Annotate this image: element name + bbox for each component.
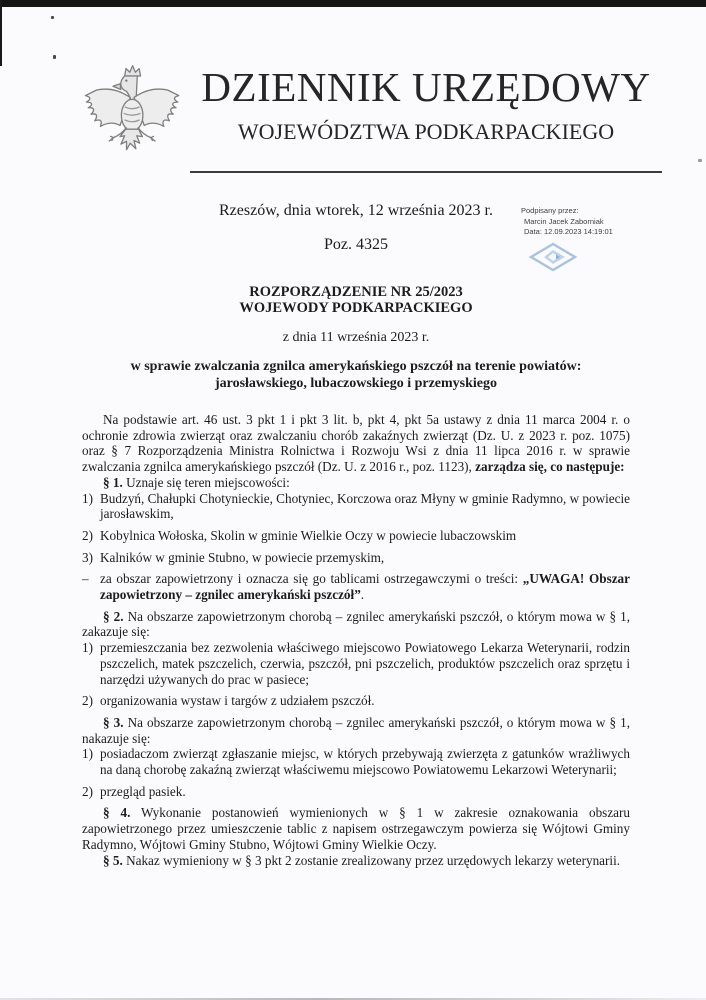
act-date: z dnia 11 września 2023 r.	[282, 330, 430, 345]
preamble	[82, 412, 630, 475]
item-text: przegląd pasiek.	[100, 783, 186, 799]
section-3	[82, 715, 630, 746]
item-number: 1)	[82, 490, 93, 506]
dash-item-text: za obszar zapowietrzony i oznacza się go tablicami ostrzegawczymi o treści:	[100, 571, 523, 587]
list-item	[82, 550, 630, 566]
e-signature-stamp-icon	[529, 242, 577, 272]
section-4	[82, 805, 630, 852]
section-1-marker: § 1.	[103, 474, 123, 490]
signature-block	[521, 206, 681, 272]
list-item	[82, 640, 630, 687]
gazette-subtitle: WOJEWÓDZTWA PODKARPACKIEGO	[237, 119, 615, 144]
item-number: 2)	[82, 527, 93, 543]
act-subject-line1: w sprawie zwalczania zgnilca amerykańskiego pszczół na terenie powiatów:	[130, 359, 582, 374]
section-1	[82, 475, 630, 491]
preamble-text: Na podstawie art. 46 ust. 3 pkt 1 i pkt 3 lit. b, pkt 4, pkt 5a ustawy z dnia 11 marca 2004 r. o ochronie zdrowia zwierząt oraz zwalczaniu chorób zakaźnych zwierząt (Dz. U. z 2023 r. poz. 1075) oraz § 7 Rozporządzenia Ministra Rolnictwa i Rozwoju Wsi z dnia 11 lipca 2016 r. w sprawie zwalczania zgnilca amerykańskiego pszczół (Dz. U. z 2016 r., poz. 1123),	[82, 412, 630, 475]
section-3-marker: § 3.	[103, 714, 124, 730]
item-text: przemieszczania bez zezwolenia właściwego miejscowo Powiatowego Lekarza Weterynarii, rodzin pszczelich, matek pszczelich, czerwia, pszczół, pni pszczelich, produktów pszczelich oraz sprzętu i narzędzi używanych do prac w pasiece;	[100, 640, 630, 687]
act-heading	[82, 284, 630, 392]
scan-speck	[53, 55, 56, 59]
item-text: Kalników w gminie Stubno, w powiecie przemyskim,	[100, 549, 385, 565]
preamble-bold: zarządza się, co następuje:	[475, 459, 625, 475]
list-item	[82, 784, 630, 800]
act-subject	[82, 359, 630, 392]
scan-speck	[51, 16, 54, 19]
dash-item-tail: .	[360, 587, 365, 603]
list-item	[82, 528, 630, 544]
masthead-rule	[190, 171, 662, 173]
item-dash: –	[82, 571, 89, 587]
polish-eagle-emblem-icon	[78, 60, 190, 176]
item-text: posiadaczom zwierząt zgłaszanie miejsc, w których przebywają zwierzęta z gatunków wrażliwych na daną chorobę zakaźną zwierząt właściwemu miejscowo Powiatowemu Lekarzowi Weterynarii;	[100, 746, 630, 778]
act-title-line1: ROZPORZĄDZENIE NR 25/2023	[249, 284, 463, 300]
scan-edge-left	[0, 0, 2, 66]
section-4-text: Wykonanie postanowień wymienionych w § 1 w zakresie oznakowania obszaru zapowietrzonego przez umieszczenie tablic z napisem ostrzegawczym powierza się Wójtowi Gminy Radymno, Wójtowi Gminy Stubno, Wójtowi Gminy Wielkie Oczy.	[82, 805, 631, 852]
act-title-line2: WOJEWODY PODKARPACKIEGO	[239, 300, 473, 316]
dash-item-bold: „UWAGA! Obszar zapowietrzony – zgnilec amerykański pszczół”	[100, 571, 631, 603]
item-number: 2)	[82, 693, 93, 709]
position-number: Poz. 4325	[324, 236, 388, 253]
item-number: 3)	[82, 549, 93, 565]
item-number: 2)	[82, 783, 93, 799]
list-item	[82, 491, 630, 522]
section-1-text: Uznaje się teren miejscowości:	[126, 474, 290, 490]
section-3-text: Na obszarze zapowietrzonym chorobą – zgnilec amerykański pszczół, o którym mowa w § 1, nakazuje się:	[82, 714, 631, 746]
item-text: Budzyń, Chałupki Chotynieckie, Chotyniec, Korczowa oraz Młyny w gminie Radymno, w powiecie jarosławskim,	[100, 490, 630, 522]
section-2-marker: § 2.	[103, 608, 124, 624]
item-text: Kobylnica Wołoska, Skolin w gminie Wielkie Oczy w powiecie lubaczowskim	[100, 527, 517, 543]
signature-date: Data: 12.09.2023 14:19:01	[524, 227, 613, 236]
act-subject-line2: jarosławskiego, lubaczowskiego i przemyskiego	[214, 375, 498, 391]
signed-by-label: Podpisany przez:	[521, 206, 579, 215]
scan-speck	[698, 159, 702, 162]
section-4-marker: § 4.	[103, 805, 131, 821]
list-item	[82, 746, 630, 777]
place-and-date: Rzeszów, dnia wtorek, 12 września 2023 r.	[219, 202, 493, 219]
item-number: 1)	[82, 746, 93, 762]
section-2-text: Na obszarze zapowietrzonym chorobą – zgnilec amerykański pszczół, o którym mowa w § 1, zakazuje się:	[82, 608, 631, 640]
item-text: organizowania wystaw i targów z udziałem pszczół.	[100, 693, 375, 709]
section-5	[82, 853, 630, 869]
signer-name: Marcin Jacek Zaborniak	[524, 216, 604, 226]
item-number: 1)	[82, 640, 93, 656]
section-5-marker: § 5.	[103, 852, 123, 868]
act-body	[82, 412, 630, 868]
dash-item	[82, 571, 630, 602]
section-5-text: Nakaz wymieniony w § 3 pkt 2 zostanie zrealizowany przez urzędowych lekarzy weterynarii.	[126, 852, 621, 868]
scan-edge-top	[0, 0, 706, 7]
gazette-title: DZIENNIK URZĘDOWY	[201, 64, 651, 110]
masthead	[78, 56, 662, 176]
list-item	[82, 693, 630, 709]
masthead-titles	[190, 56, 662, 176]
section-2	[82, 609, 630, 640]
